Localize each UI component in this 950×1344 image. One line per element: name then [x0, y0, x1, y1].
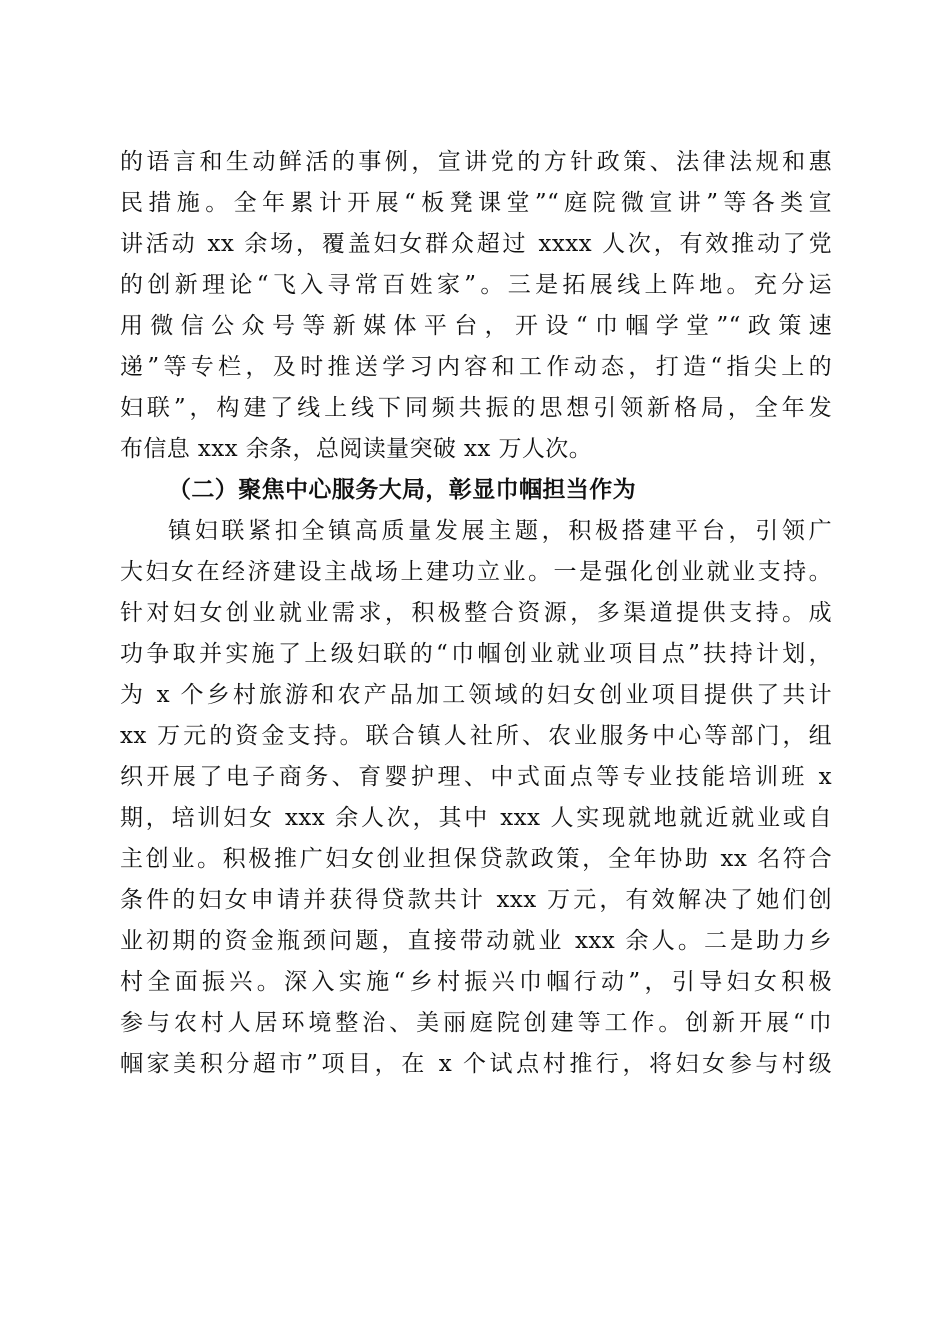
text-line: 讲活动 xx 余场，覆盖妇女群众超过 xxxx 人次，有效推动了党: [120, 231, 832, 257]
text-line: 村全面振兴。深入实施“乡村振兴巾帼行动”，引导妇女积极: [120, 969, 832, 995]
text-line: 织开展了电子商务、育婴护理、中式面点等专业技能培训班 x: [120, 764, 832, 790]
paragraph-2: [120, 511, 832, 1085]
text-line: 针对妇女创业就业需求，积极整合资源，多渠道提供支持。成: [120, 600, 832, 626]
text-line: 的创新理论“飞入寻常百姓家”。三是拓展线上阵地。充分运: [120, 272, 832, 298]
text-line: 递”等专栏，及时推送学习内容和工作动态，打造“指尖上的: [120, 354, 832, 380]
text-line: 用微信公众号等新媒体平台，开设“巾帼学堂”“政策速: [120, 313, 832, 339]
text-line: 的语言和生动鲜活的事例，宣讲党的方针政策、法律法规和惠: [120, 149, 832, 175]
text-line: 业初期的资金瓶颈问题，直接带动就业 xxx 余人。二是助力乡: [120, 928, 832, 954]
text-line: 帼家美积分超市”项目，在 x 个试点村推行，将妇女参与村级: [120, 1051, 832, 1077]
text-line: xx 万元的资金支持。联合镇人社所、农业服务中心等部门，组: [120, 723, 832, 749]
section-heading: （二）聚焦中心服务大局，彰显巾帼担当作为: [168, 477, 636, 503]
text-line: 条件的妇女申请并获得贷款共计 xxx 万元，有效解决了她们创: [120, 887, 832, 913]
text-line: 为 x 个乡村旅游和农产品加工领域的妇女创业项目提供了共计: [120, 682, 832, 708]
text-line: 功争取并实施了上级妇联的“巾帼创业就业项目点”扶持计划，: [120, 641, 832, 667]
text-line: 镇妇联紧扣全镇高质量发展主题，积极搭建平台，引领广: [168, 518, 832, 544]
paragraph-1: [120, 142, 832, 470]
text-line: 大妇女在经济建设主战场上建功立业。一是强化创业就业支持。: [120, 559, 832, 585]
text-line: 主创业。积极推广妇女创业担保贷款政策，全年协助 xx 名符合: [120, 846, 832, 872]
text-line: 妇联”，构建了线上线下同频共振的思想引领新格局，全年发: [120, 395, 832, 421]
text-line: 布信息 xxx 余条，总阅读量突破 xx 万人次。: [120, 436, 593, 462]
text-line: 参与农村人居环境整治、美丽庭院创建等工作。创新开展“巾: [120, 1010, 832, 1036]
text-line: 民措施。全年累计开展“板凳课堂”“庭院微宣讲”等各类宣: [120, 190, 832, 216]
body-text: [120, 142, 832, 1085]
text-line: 期，培训妇女 xxx 余人次，其中 xxx 人实现就地就近就业或自: [120, 805, 832, 831]
